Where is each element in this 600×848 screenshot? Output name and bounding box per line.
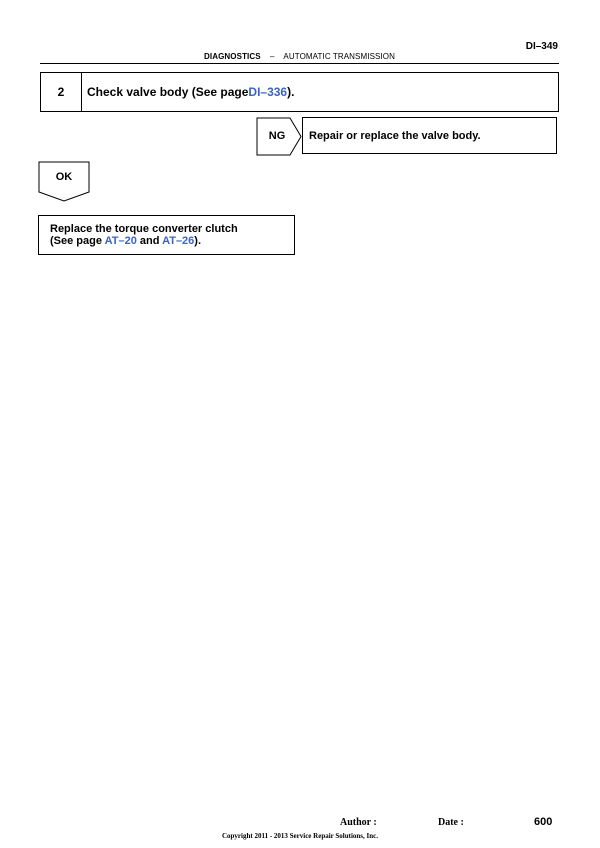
running-header — [40, 52, 559, 61]
header-rule — [40, 63, 559, 64]
page-code: DI–349 — [525, 41, 558, 52]
ng-label: NG — [268, 130, 286, 142]
ng-action-text: Repair or replace the valve body. — [309, 129, 481, 142]
page-number: 600 — [534, 816, 553, 828]
step-number: 2 — [41, 73, 82, 111]
ok-action-box — [38, 215, 295, 255]
header-separator: – — [270, 52, 275, 61]
date-label: Date : — [438, 817, 464, 828]
ok-action-line1: Replace the torque converter clutch — [50, 223, 238, 235]
page-link-di336[interactable]: DI–336 — [248, 85, 288, 99]
subsection-title: AUTOMATIC TRANSMISSION — [283, 52, 395, 61]
step-text-before: Check valve body (See page — [87, 85, 249, 99]
ok-line2-before: (See page — [50, 235, 105, 247]
ok-line2-after: ). — [194, 235, 202, 247]
ok-label: OK — [55, 171, 73, 183]
ok-line2-and: and — [136, 235, 163, 247]
step-text — [87, 73, 294, 111]
author-label: Author : — [340, 817, 377, 828]
step-text-after: ). — [287, 85, 295, 99]
page-link-at20[interactable]: AT–20 — [104, 235, 137, 247]
section-title: DIAGNOSTICS — [204, 52, 261, 61]
copyright-notice: Copyright 2011 - 2013 Service Repair Solutions, Inc. — [221, 832, 378, 840]
step-box — [40, 72, 559, 112]
ok-action-line2 — [50, 235, 294, 247]
page-link-at26[interactable]: AT–26 — [162, 235, 195, 247]
ng-action-box — [302, 117, 557, 154]
